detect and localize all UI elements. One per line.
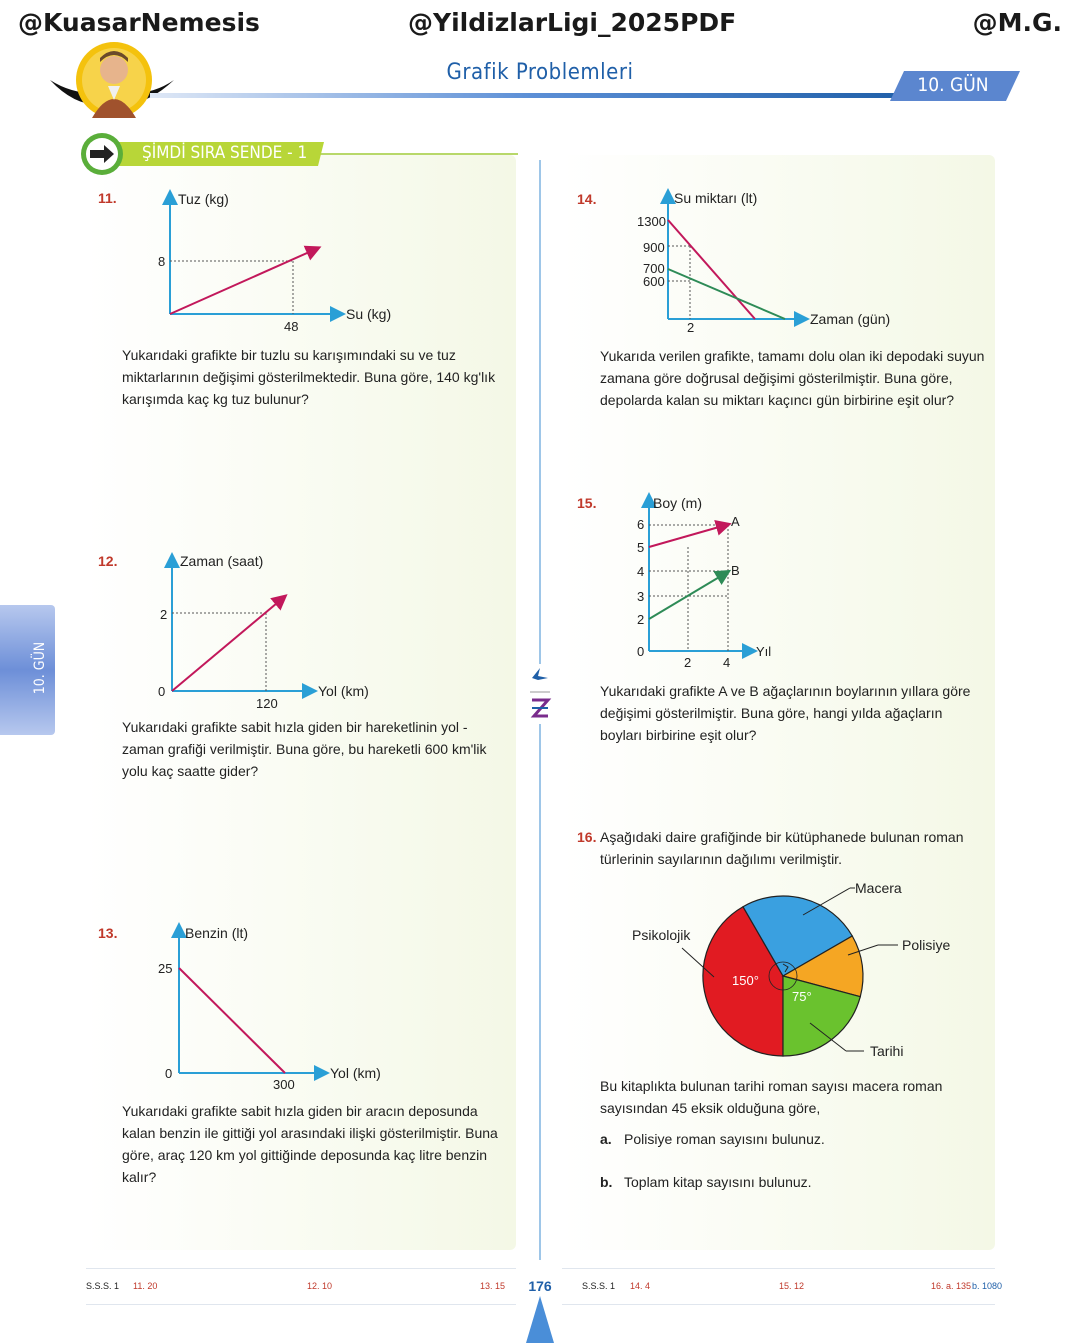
q12-number: 12.	[98, 553, 118, 569]
q12-x-label: Yol (km)	[318, 683, 369, 699]
q16-b-text: Toplam kitap sayısını bulunuz.	[624, 1174, 812, 1190]
handle-center: @YildizlarLigi_2025PDF	[408, 8, 737, 37]
q14-x-tick: 2	[687, 320, 695, 335]
day-badge: 10. GÜN	[917, 74, 989, 96]
q14-text: Yukarıda verilen grafikte, tamamı dolu olan iki depodaki suyun zamana göre doğrusal değişimi gösterilmiştir. Buna göre, depolarda kalan su miktarı kaçıncı gün birbirine eşit olur?	[600, 348, 985, 408]
q14-y-tick-700: 700	[643, 261, 665, 276]
q14-y-tick-1300: 1300	[637, 214, 666, 229]
q15-y-tick-3: 3	[637, 589, 645, 604]
q15-text: Yukarıdaki grafikte A ve B ağaçlarının boylarının yıllara göre değişimi gösterilmiştir. Buna göre, hangi yılda ağaçların boyları birbirine eşit olur?	[600, 683, 971, 743]
q11-y-tick: 8	[158, 254, 166, 269]
q15-y-tick-6: 6	[637, 517, 645, 532]
q15-y-label: Boy (m)	[653, 495, 702, 511]
q12-x-tick: 120	[256, 696, 278, 711]
q14-y-label: Su miktarı (lt)	[674, 190, 758, 206]
q13-text: Yukarıdaki grafikte sabit hızla giden bir aracın deposunda kalan benzin ile gittiği yol arasındaki ilişki gösterilmiştir. Buna göre, araç 120 km yol gittiğinde deposunda kaç litre benzin kalır?	[122, 1103, 498, 1185]
q16-label-tarihi: Tarihi	[870, 1043, 904, 1059]
q12-text: Yukarıdaki grafikte sabit hızla giden bir hareketlinin yol - zaman grafiği verilmiştir. Buna göre, bu hareketli 600 km'lik yolu kaç saatte gider?	[122, 719, 487, 779]
q11-x-tick: 48	[284, 319, 299, 334]
q14-line-a	[668, 220, 755, 319]
footer-rule-right	[562, 1268, 995, 1269]
q15-line-a	[649, 525, 726, 547]
q16-label-psikolojik: Psikolojik	[632, 927, 691, 943]
q13-y-label: Benzin (lt)	[185, 925, 249, 941]
q16-label-polisiye: Polisiye	[902, 937, 951, 953]
q16-a-label: a.	[600, 1131, 612, 1147]
q15-y-tick-5: 5	[637, 540, 645, 555]
footer-rule-left-bottom	[86, 1304, 516, 1305]
q15-number: 15.	[577, 495, 597, 511]
footer-right-sss: S.S.S. 1	[582, 1281, 616, 1291]
footer-left-answer-13: 13. 15	[480, 1281, 506, 1291]
footer-left-answer-12: 12. 10	[307, 1281, 333, 1291]
q12-y-tick: 2	[160, 607, 168, 622]
side-tab-label: 10. GÜN	[32, 641, 48, 695]
q12-origin: 0	[158, 684, 166, 699]
mascot-logo	[48, 40, 178, 122]
q11-graph	[140, 185, 420, 335]
footer-left-answer-11: 11. 20	[133, 1281, 158, 1291]
footer-rule-right-bottom	[562, 1304, 995, 1305]
page-number: 176	[528, 1278, 552, 1294]
q13-y-tick: 25	[158, 961, 173, 976]
publisher-logo	[526, 664, 554, 724]
q14-x-label: Zaman (gün)	[810, 311, 891, 327]
q15-y-tick-0: 0	[637, 644, 645, 659]
page-marker	[526, 1296, 554, 1343]
footer-right-answer-16a: 16. a. 135	[931, 1281, 972, 1291]
footer-right-answer-15: 15. 12	[779, 1281, 805, 1291]
q12-y-label: Zaman (saat)	[180, 553, 264, 569]
q11-line	[170, 249, 316, 314]
q15-y-tick-2: 2	[637, 612, 645, 627]
q14-number: 14.	[577, 191, 597, 207]
q16-b-label: b.	[600, 1174, 613, 1190]
section-banner: ŞİMDİ SIRA SENDE - 1	[142, 143, 308, 163]
footer-right-answer-16b: b. 1080	[972, 1281, 1003, 1291]
q13-x-label: Yol (km)	[330, 1065, 381, 1081]
q14-y-tick-600: 600	[643, 274, 665, 289]
q15-label-a: A	[731, 514, 740, 529]
q16-intro: Aşağıdaki daire grafiğinde bir kütüphanede bulunan roman türlerinin sayılarının dağılımı verilmiştir.	[600, 829, 964, 867]
q15-graph	[630, 490, 800, 670]
handle-left: @KuasarNemesis	[18, 8, 260, 37]
q14-line-b	[668, 269, 785, 319]
q16-angle-psikolojik: 150°	[732, 973, 759, 988]
q12-graph	[140, 548, 410, 716]
q13-x-tick: 300	[273, 1077, 295, 1092]
q13-graph	[150, 920, 410, 1095]
q14-graph	[630, 186, 900, 336]
q15-x-label: Yıl	[756, 644, 772, 659]
q16-number: 16.	[577, 829, 597, 845]
footer-rule-left	[86, 1268, 516, 1269]
q15-x-tick-4: 4	[723, 655, 731, 670]
q13-line	[179, 968, 285, 1073]
q15-x-tick-2: 2	[684, 655, 692, 670]
q16-label-macera: Macera	[855, 880, 902, 896]
q15-label-b: B	[731, 563, 740, 578]
q16-a-text: Polisiye roman sayısını bulunuz.	[624, 1131, 825, 1147]
page-title: Grafik Problemleri	[446, 60, 634, 85]
q11-y-label: Tuz (kg)	[178, 191, 229, 207]
handle-right: @M.G.	[972, 8, 1062, 37]
q16-pie-chart	[620, 870, 980, 1070]
q13-origin: 0	[165, 1066, 173, 1081]
q14-y-tick-900: 900	[643, 240, 665, 255]
q16-text: Bu kitaplıkta bulunan tarihi roman sayısı macera roman sayısından 45 eksik olduğuna göre,	[600, 1078, 943, 1116]
q11-number: 11.	[98, 190, 117, 206]
footer-left-sss: S.S.S. 1	[86, 1281, 120, 1291]
q11-text: Yukarıdaki grafikte bir tuzlu su karışımındaki su ve tuz miktarlarının değişimi gösterilmektedir. Buna göre, 140 kg'lık karışımda kaç kg tuz bulunur?	[122, 347, 496, 407]
q15-y-tick-4: 4	[637, 564, 645, 579]
q13-number: 13.	[98, 925, 118, 941]
q11-x-label: Su (kg)	[346, 306, 392, 322]
q16-angle-tarihi: 75°	[792, 989, 812, 1004]
footer-right-answer-14: 14. 4	[630, 1281, 651, 1291]
